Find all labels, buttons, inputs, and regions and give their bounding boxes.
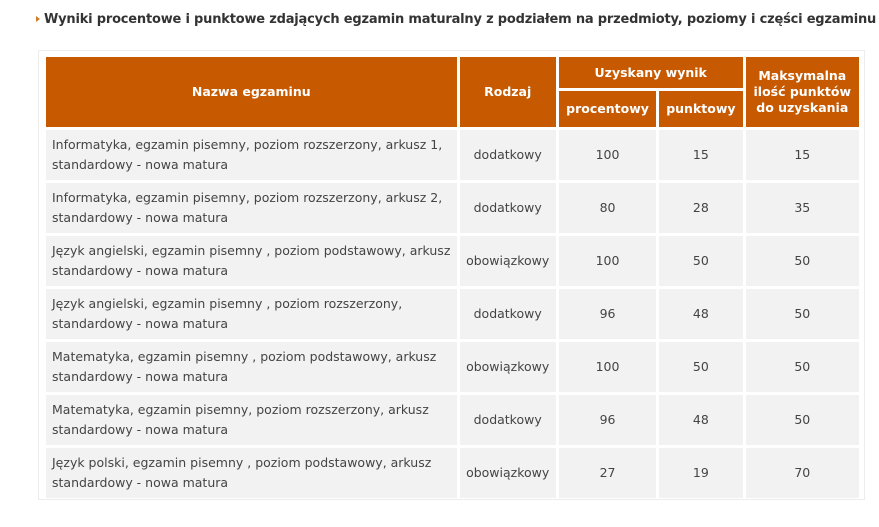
exam-name-line1: Matematyka, egzamin pisemny , poziom podstawowy, arkusz — [52, 349, 437, 364]
header-max-points — [746, 57, 859, 127]
exam-name-line2: standardowy - nowa matura — [52, 210, 229, 225]
bullet-arrow-icon — [36, 16, 40, 22]
cell-percent: 27 — [559, 448, 656, 498]
cell-max: 50 — [746, 395, 859, 445]
table-row — [46, 289, 859, 339]
title-row — [36, 9, 877, 29]
table-row — [46, 183, 859, 233]
exam-name-line2: standardowy - nowa matura — [52, 316, 229, 331]
cell-percent: 96 — [559, 289, 656, 339]
cell-points: 50 — [659, 342, 742, 392]
table-row — [46, 395, 859, 445]
header-score-group: Uzyskany wynik — [559, 57, 743, 88]
cell-type: obowiązkowy — [460, 448, 556, 498]
cell-exam-name — [46, 130, 457, 180]
cell-exam-name — [46, 342, 457, 392]
exam-name-line2: standardowy - nowa matura — [52, 369, 229, 384]
cell-points: 15 — [659, 130, 742, 180]
cell-exam-name — [46, 395, 457, 445]
cell-max: 50 — [746, 289, 859, 339]
table-row — [46, 130, 859, 180]
exam-name-line1: Język polski, egzamin pisemny , poziom podstawowy, arkusz — [52, 455, 432, 470]
cell-percent: 80 — [559, 183, 656, 233]
table-header — [46, 57, 859, 127]
table-row — [46, 448, 859, 498]
cell-type: dodatkowy — [460, 130, 556, 180]
exam-name-line1: Informatyka, egzamin pisemny, poziom rozszerzony, arkusz 1, — [52, 137, 443, 152]
exam-name-line2: standardowy - nowa matura — [52, 475, 229, 490]
cell-points: 19 — [659, 448, 742, 498]
header-percent: procentowy — [559, 91, 656, 127]
cell-points: 50 — [659, 236, 742, 286]
cell-percent: 100 — [559, 130, 656, 180]
cell-max: 70 — [746, 448, 859, 498]
header-type: Rodzaj — [460, 57, 556, 127]
exam-name-line1: Matematyka, egzamin pisemny, poziom rozszerzony, arkusz — [52, 402, 429, 417]
cell-exam-name — [46, 448, 457, 498]
exam-name-line2: standardowy - nowa matura — [52, 157, 229, 172]
cell-percent: 100 — [559, 342, 656, 392]
cell-exam-name — [46, 183, 457, 233]
cell-percent: 100 — [559, 236, 656, 286]
cell-type: dodatkowy — [460, 183, 556, 233]
cell-type: obowiązkowy — [460, 236, 556, 286]
header-exam-name: Nazwa egzaminu — [46, 57, 457, 127]
cell-percent: 96 — [559, 395, 656, 445]
cell-type: obowiązkowy — [460, 342, 556, 392]
exam-name-line1: Język angielski, egzamin pisemny , poziom podstawowy, arkusz — [52, 243, 451, 258]
cell-points: 28 — [659, 183, 742, 233]
table-row — [46, 236, 859, 286]
exam-name-line2: standardowy - nowa matura — [52, 422, 229, 437]
cell-type: dodatkowy — [460, 289, 556, 339]
cell-points: 48 — [659, 289, 742, 339]
results-table — [43, 54, 862, 501]
table-row — [46, 342, 859, 392]
table-body — [46, 130, 859, 498]
cell-points: 48 — [659, 395, 742, 445]
cell-max: 15 — [746, 130, 859, 180]
header-points: punktowy — [659, 91, 742, 127]
results-table-container — [38, 50, 865, 500]
header-max-line1: Maksymalna — [758, 68, 847, 83]
exam-name-line2: standardowy - nowa matura — [52, 263, 229, 278]
cell-type: dodatkowy — [460, 395, 556, 445]
cell-max: 50 — [746, 342, 859, 392]
cell-max: 35 — [746, 183, 859, 233]
cell-exam-name — [46, 289, 457, 339]
cell-exam-name — [46, 236, 457, 286]
header-max-line2: ilość punktów — [753, 84, 852, 99]
exam-name-line1: Informatyka, egzamin pisemny, poziom rozszerzony, arkusz 2, — [52, 190, 443, 205]
page-title: Wyniki procentowe i punktowe zdających egzamin maturalny z podziałem na przedmioty, poziomy i części egzaminu — [44, 11, 877, 27]
exam-name-line1: Język angielski, egzamin pisemny , poziom rozszerzony, — [52, 296, 403, 311]
header-max-line3: do uzyskania — [756, 100, 849, 115]
cell-max: 50 — [746, 236, 859, 286]
